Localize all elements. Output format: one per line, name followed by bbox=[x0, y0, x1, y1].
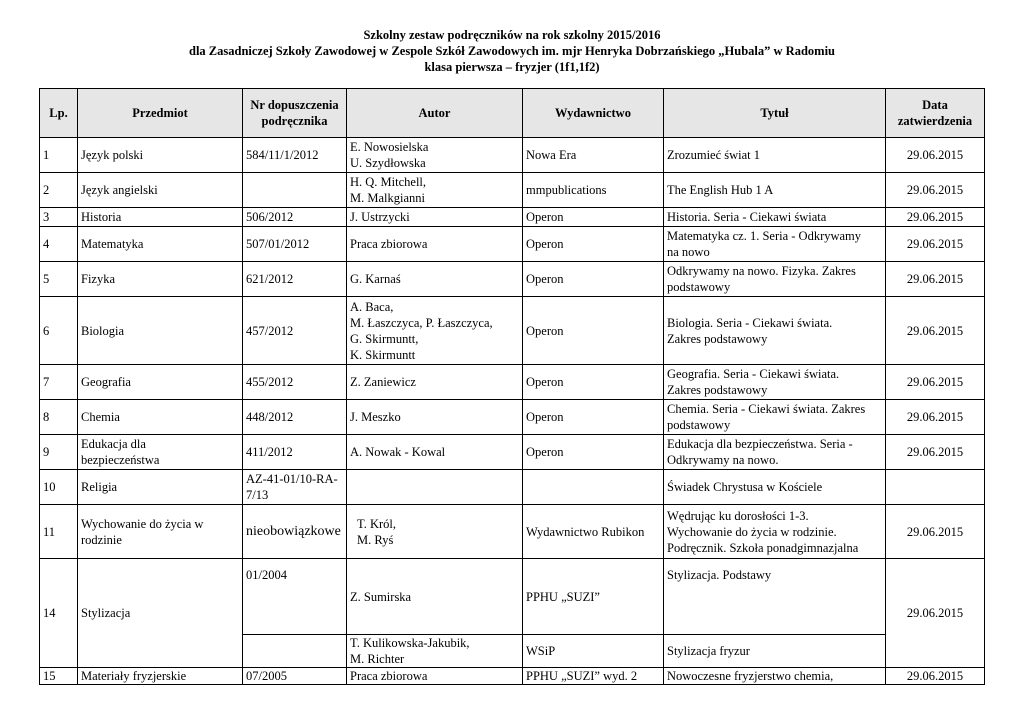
cell-tytul: Stylizacja. Podstawy bbox=[664, 559, 886, 635]
cell-data: 29.06.2015 bbox=[886, 227, 985, 262]
cell-wydawnictwo: Operon bbox=[523, 262, 664, 297]
cell-tytul: Historia. Seria - Ciekawi świata bbox=[664, 208, 886, 227]
textbook-table bbox=[39, 88, 985, 685]
cell-lp: 9 bbox=[40, 435, 78, 470]
cell-wydawnictwo: Operon bbox=[523, 400, 664, 435]
cell-autor: Praca zbiorowa bbox=[347, 668, 523, 685]
cell-przedmiot: Stylizacja bbox=[78, 559, 243, 668]
col-header-autor: Autor bbox=[347, 89, 523, 138]
cell-data: 29.06.2015 bbox=[886, 668, 985, 685]
cell-wydawnictwo: Operon bbox=[523, 208, 664, 227]
table-row bbox=[40, 173, 985, 208]
table-row bbox=[40, 559, 985, 635]
class-subtitle: klasa pierwsza – fryzjer (1f1,1f2) bbox=[424, 60, 600, 74]
cell-nr bbox=[243, 635, 347, 668]
cell-data: 29.06.2015 bbox=[886, 297, 985, 365]
cell-nr: nieobowiązkowe bbox=[243, 505, 347, 559]
col-header-tytul: Tytuł bbox=[664, 89, 886, 138]
cell-autor: T. Król, M. Ryś bbox=[347, 505, 523, 559]
cell-lp: 4 bbox=[40, 227, 78, 262]
cell-wydawnictwo: Operon bbox=[523, 365, 664, 400]
table-row bbox=[40, 138, 985, 173]
cell-autor: Praca zbiorowa bbox=[347, 227, 523, 262]
cell-nr: 584/11/1/2012 bbox=[243, 138, 347, 173]
cell-przedmiot: Materiały fryzjerskie bbox=[78, 668, 243, 685]
table-header-row bbox=[40, 89, 985, 138]
cell-autor bbox=[347, 470, 523, 505]
cell-wydawnictwo: Nowa Era bbox=[523, 138, 664, 173]
col-header-przedmiot: Przedmiot bbox=[78, 89, 243, 138]
cell-lp: 8 bbox=[40, 400, 78, 435]
cell-autor: A. Baca, M. Łaszczyca, P. Łaszczyca, G. Skirmuntt, K. Skirmuntt bbox=[347, 297, 523, 365]
cell-data bbox=[886, 470, 985, 505]
cell-autor: H. Q. Mitchell, M. Malkgianni bbox=[347, 173, 523, 208]
cell-lp: 1 bbox=[40, 138, 78, 173]
cell-tytul: Nowoczesne fryzjerstwo chemia, bbox=[664, 668, 886, 685]
cell-wydawnictwo: Operon bbox=[523, 297, 664, 365]
cell-tytul: Świadek Chrystusa w Kościele bbox=[664, 470, 886, 505]
table-row bbox=[40, 400, 985, 435]
cell-przedmiot: Język angielski bbox=[78, 173, 243, 208]
cell-data: 29.06.2015 bbox=[886, 400, 985, 435]
cell-tytul: Matematyka cz. 1. Seria - Odkrywamy na nowo bbox=[664, 227, 886, 262]
cell-lp: 11 bbox=[40, 505, 78, 559]
cell-tytul: The English Hub 1 A bbox=[664, 173, 886, 208]
cell-wydawnictwo: Wydawnictwo Rubikon bbox=[523, 505, 664, 559]
cell-przedmiot: Edukacja dla bezpieczeństwa bbox=[78, 435, 243, 470]
cell-data: 29.06.2015 bbox=[886, 365, 985, 400]
cell-autor: Z. Zaniewicz bbox=[347, 365, 523, 400]
cell-przedmiot: Chemia bbox=[78, 400, 243, 435]
cell-nr bbox=[243, 173, 347, 208]
table-row bbox=[40, 470, 985, 505]
cell-tytul: Biologia. Seria - Ciekawi świata. Zakres podstawowy bbox=[664, 297, 886, 365]
table-row bbox=[40, 435, 985, 470]
cell-lp: 5 bbox=[40, 262, 78, 297]
cell-tytul: Zrozumieć świat 1 bbox=[664, 138, 886, 173]
col-header-nr: Nr dopuszczenia podręcznika bbox=[243, 89, 347, 138]
col-header-lp: Lp. bbox=[40, 89, 78, 138]
cell-autor: A. Nowak - Kowal bbox=[347, 435, 523, 470]
cell-nr: 07/2005 bbox=[243, 668, 347, 685]
cell-nr: 506/2012 bbox=[243, 208, 347, 227]
cell-lp: 3 bbox=[40, 208, 78, 227]
cell-wydawnictwo: WSiP bbox=[523, 635, 664, 668]
cell-nr: 448/2012 bbox=[243, 400, 347, 435]
cell-przedmiot: Wychowanie do życia w rodzinie bbox=[78, 505, 243, 559]
document-subtitle: dla Zasadniczej Szkoły Zawodowej w Zespole Szkół Zawodowych im. mjr Henryka Dobrzańskiego „Hubala” w Radomiu bbox=[189, 44, 835, 58]
cell-data: 29.06.2015 bbox=[886, 505, 985, 559]
cell-lp: 7 bbox=[40, 365, 78, 400]
col-header-data: Data zatwierdzenia bbox=[886, 89, 985, 138]
cell-tytul: Wędrując ku dorosłości 1-3. Wychowanie do życia w rodzinie. Podręcznik. Szkoła ponadgimnazjalna bbox=[664, 505, 886, 559]
cell-data: 29.06.2015 bbox=[886, 138, 985, 173]
cell-nr: 455/2012 bbox=[243, 365, 347, 400]
cell-tytul: Chemia. Seria - Ciekawi świata. Zakres podstawowy bbox=[664, 400, 886, 435]
cell-autor: E. Nowosielska U. Szydłowska bbox=[347, 138, 523, 173]
cell-przedmiot: Język polski bbox=[78, 138, 243, 173]
cell-nr: 01/2004 bbox=[243, 559, 347, 635]
table-row bbox=[40, 365, 985, 400]
table-row bbox=[40, 505, 985, 559]
cell-autor: J. Ustrzycki bbox=[347, 208, 523, 227]
cell-data: 29.06.2015 bbox=[886, 559, 985, 668]
cell-nr: AZ-41-01/10-RA- 7/13 bbox=[243, 470, 347, 505]
cell-nr: 457/2012 bbox=[243, 297, 347, 365]
cell-nr: 411/2012 bbox=[243, 435, 347, 470]
cell-nr: 621/2012 bbox=[243, 262, 347, 297]
table-row bbox=[40, 208, 985, 227]
cell-przedmiot: Geografia bbox=[78, 365, 243, 400]
cell-lp: 10 bbox=[40, 470, 78, 505]
table-row bbox=[40, 227, 985, 262]
cell-data: 29.06.2015 bbox=[886, 435, 985, 470]
table-row bbox=[40, 297, 985, 365]
document-title: Szkolny zestaw podręczników na rok szkolny 2015/2016 bbox=[363, 28, 661, 42]
cell-autor: Z. Sumirska bbox=[347, 559, 523, 635]
table-row bbox=[40, 668, 985, 685]
cell-nr: 507/01/2012 bbox=[243, 227, 347, 262]
cell-lp: 14 bbox=[40, 559, 78, 668]
cell-wydawnictwo: PPHU „SUZI” wyd. 2 bbox=[523, 668, 664, 685]
cell-tytul: Stylizacja fryzur bbox=[664, 635, 886, 668]
cell-data: 29.06.2015 bbox=[886, 262, 985, 297]
cell-tytul: Odkrywamy na nowo. Fizyka. Zakres podstawowy bbox=[664, 262, 886, 297]
cell-przedmiot: Biologia bbox=[78, 297, 243, 365]
cell-autor: G. Karnaś bbox=[347, 262, 523, 297]
cell-autor: T. Kulikowska-Jakubik, M. Richter bbox=[347, 635, 523, 668]
cell-lp: 6 bbox=[40, 297, 78, 365]
cell-wydawnictwo: Operon bbox=[523, 435, 664, 470]
cell-wydawnictwo bbox=[523, 470, 664, 505]
cell-autor: J. Meszko bbox=[347, 400, 523, 435]
cell-data: 29.06.2015 bbox=[886, 208, 985, 227]
cell-lp: 15 bbox=[40, 668, 78, 685]
cell-przedmiot: Fizyka bbox=[78, 262, 243, 297]
cell-lp: 2 bbox=[40, 173, 78, 208]
cell-data: 29.06.2015 bbox=[886, 173, 985, 208]
cell-wydawnictwo: Operon bbox=[523, 227, 664, 262]
cell-wydawnictwo: mmpublications bbox=[523, 173, 664, 208]
cell-tytul: Edukacja dla bezpieczeństwa. Seria - Odkrywamy na nowo. bbox=[664, 435, 886, 470]
cell-wydawnictwo: PPHU „SUZI” bbox=[523, 559, 664, 635]
cell-przedmiot: Historia bbox=[78, 208, 243, 227]
cell-tytul: Geografia. Seria - Ciekawi świata. Zakres podstawowy bbox=[664, 365, 886, 400]
cell-przedmiot: Religia bbox=[78, 470, 243, 505]
col-header-wydawnictwo: Wydawnictwo bbox=[523, 89, 664, 138]
table-row bbox=[40, 262, 985, 297]
cell-przedmiot: Matematyka bbox=[78, 227, 243, 262]
